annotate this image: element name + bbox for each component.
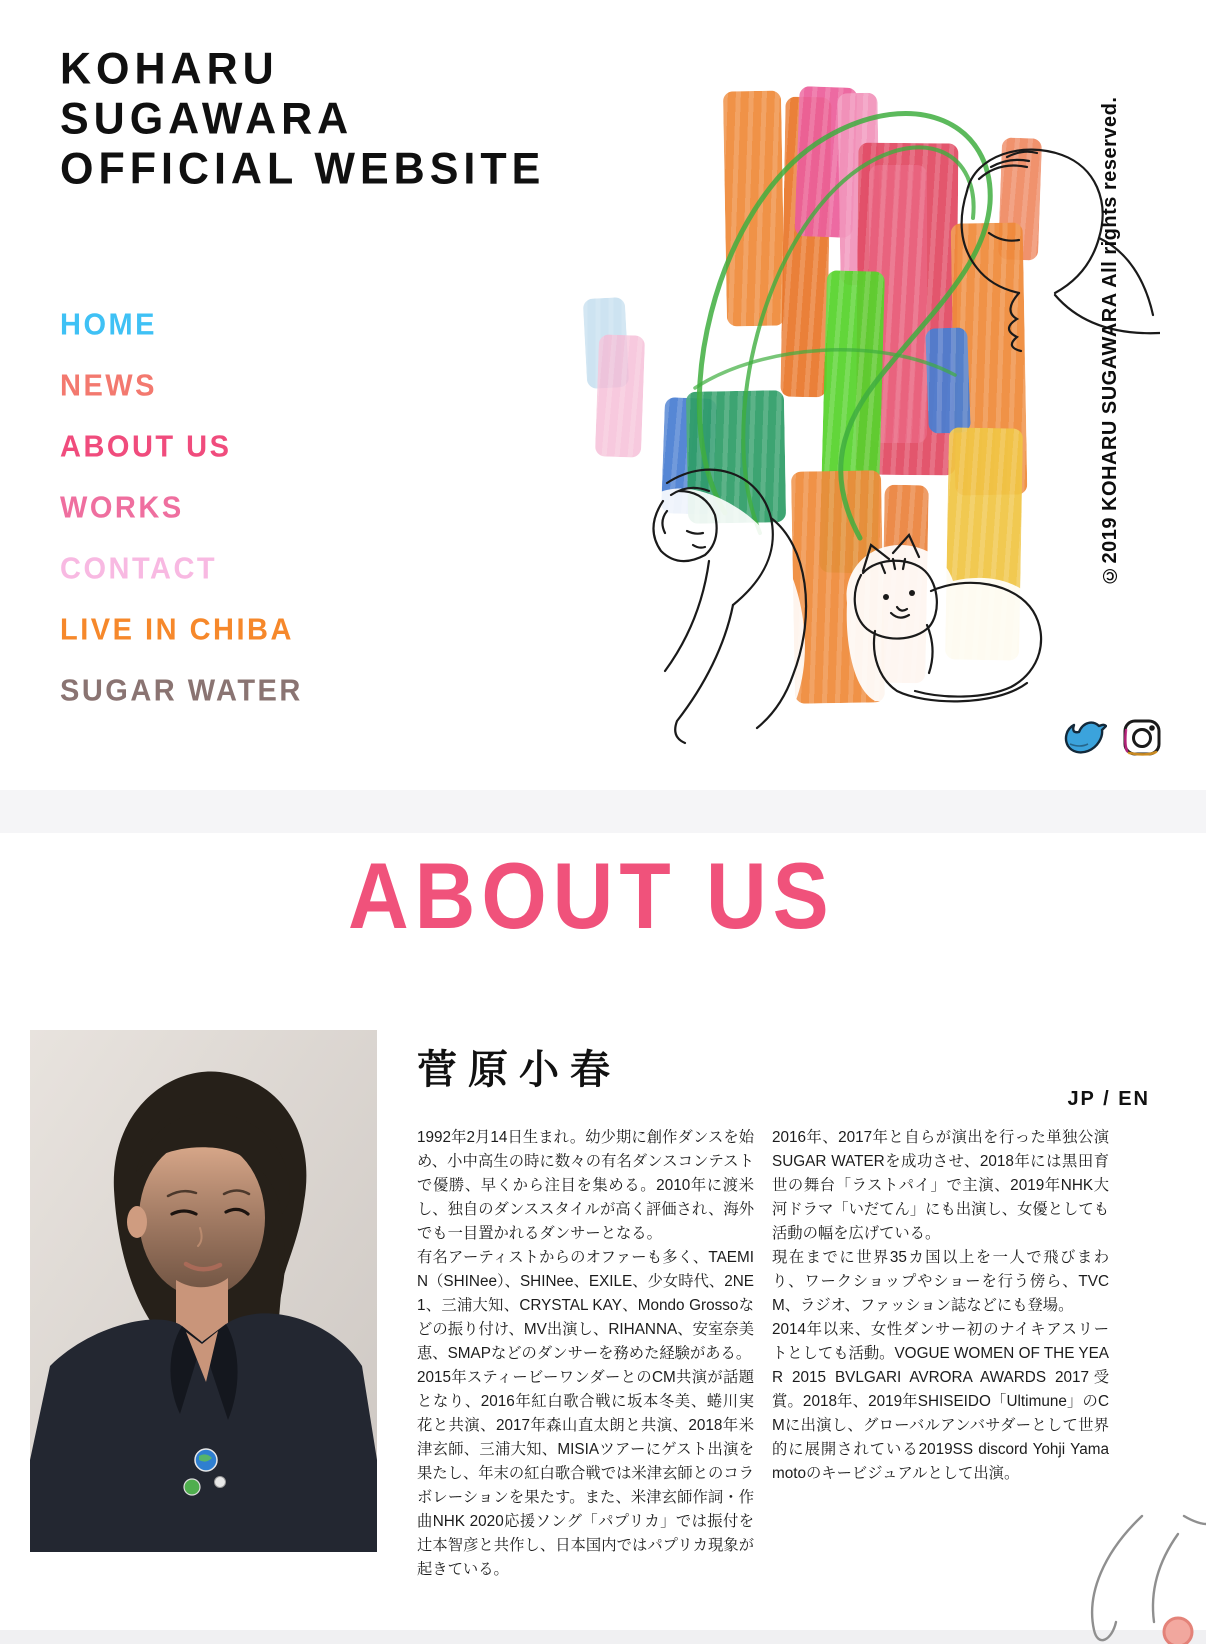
portrait-illustration [30, 1030, 377, 1552]
bio-paragraph: 1992年2月14日生まれ。幼少期に創作ダンスを始め、小中高生の時に数々の有名ダンスコンテストで優勝、早くから注目を集める。2010年に渡米し、独自のダンススタイルが高く評価され、海外でも一目置かれるダンサーとなる。 [417, 1129, 754, 1242]
cat-sketch [847, 535, 1047, 701]
hero-artwork-collage [575, 83, 1160, 765]
footer-strip [0, 1630, 1206, 1644]
nav-item-sugar-water[interactable]: SUGAR WATER [60, 674, 303, 708]
about-heading: ABOUT US [348, 843, 835, 949]
social-links [1062, 716, 1166, 758]
bio-paragraph: 2015年スティービーワンダーとのCM共演が話題となり、2016年紅白歌合戦に坂本冬美、蜷川実花と共演、2017年森山直太朗と共演、2018年米津玄師、三浦大知、MISIAツアーにゲスト出演を果たし、年末の紅白歌合戦では米津玄師とのコラボレーションを果たす。また、米津玄師作詞・作曲NHK 2020応援ソング「パプリカ」では振付を辻本智彦と共作し、日本国内ではパプリカ現象が起きている。 [417, 1369, 754, 1578]
nav-item-live-in-chiba[interactable]: LIVE IN CHIBA [60, 613, 294, 647]
site-title-line: KOHARU [60, 44, 279, 94]
nav-item-home[interactable]: HOME [60, 308, 157, 342]
nav-item-about-us[interactable]: ABOUT US [60, 430, 232, 464]
portrait-photo [30, 1030, 377, 1552]
nav-item-contact[interactable]: CONTACT [60, 552, 218, 586]
section-divider [0, 790, 1206, 833]
main-nav [60, 308, 303, 708]
nav-item-works[interactable]: WORKS [60, 491, 184, 525]
person-name: 菅原小春 [417, 1048, 621, 1092]
twitter-link[interactable] [1062, 716, 1107, 758]
copyright-vertical-text: ©2019 KOHARU SUGAWARA All rights reserved. [1099, 96, 1121, 586]
bio-paragraph: 2014年以来、女性ダンサー初のナイキアスリートとしても活動。VOGUE WOMEN OF THE YEAR 2015 BVLGARI AVRORA AWARDS 2017受賞。2018年、2019年SHISEIDO「Ultimune」のCMに出演し、グローバルアンバサダーとして世界的に展開されている2019SS discord Yohji Yamamotoのキービジュアルとして出演。 [772, 1321, 1109, 1482]
dancer-sketch [636, 470, 806, 743]
nav-item-news[interactable]: NEWS [60, 369, 157, 403]
bio-paragraph: 2016年、2017年と自らが演出を行った単独公演SUGAR WATERを成功させ、2018年には黒田育世の舞台「ラストパイ」で主演、2019年NHK大河ドラマ「いだてん」にも出演し、女優としても活動の幅を広げている。 [772, 1129, 1109, 1242]
site-title[interactable] [60, 44, 545, 194]
site-title-line: SUGAWARA [60, 94, 354, 144]
collage-line-art [575, 83, 1160, 765]
language-toggle[interactable]: JP / EN [1067, 1088, 1150, 1110]
bio-paragraph: 現在までに世界35カ国以上を一人で飛びまわり、ワークショップやショーを行う傍ら、TVCM、ラジオ、ファッション誌などにも登場。 [772, 1249, 1109, 1314]
rabbit-sketch [1046, 1514, 1206, 1644]
instagram-link[interactable] [1121, 716, 1166, 758]
site-title-line: OFFICIAL WEBSITE [60, 144, 546, 194]
biography-text [417, 1126, 1109, 1594]
twitter-icon [1062, 716, 1107, 758]
bio-paragraph: 有名アーティストからのオファーも多く、TAEMIN（SHINee）、SHINee、EXILE、少女時代、2NE1、三浦大知、CRYSTAL KAY、Mondo Grossoなどの振り付け、MV出演し、RIHANNA、安室奈美恵、SMAPなどのダンサーを務めた経験がある。 [417, 1249, 754, 1362]
instagram-icon [1121, 716, 1163, 758]
